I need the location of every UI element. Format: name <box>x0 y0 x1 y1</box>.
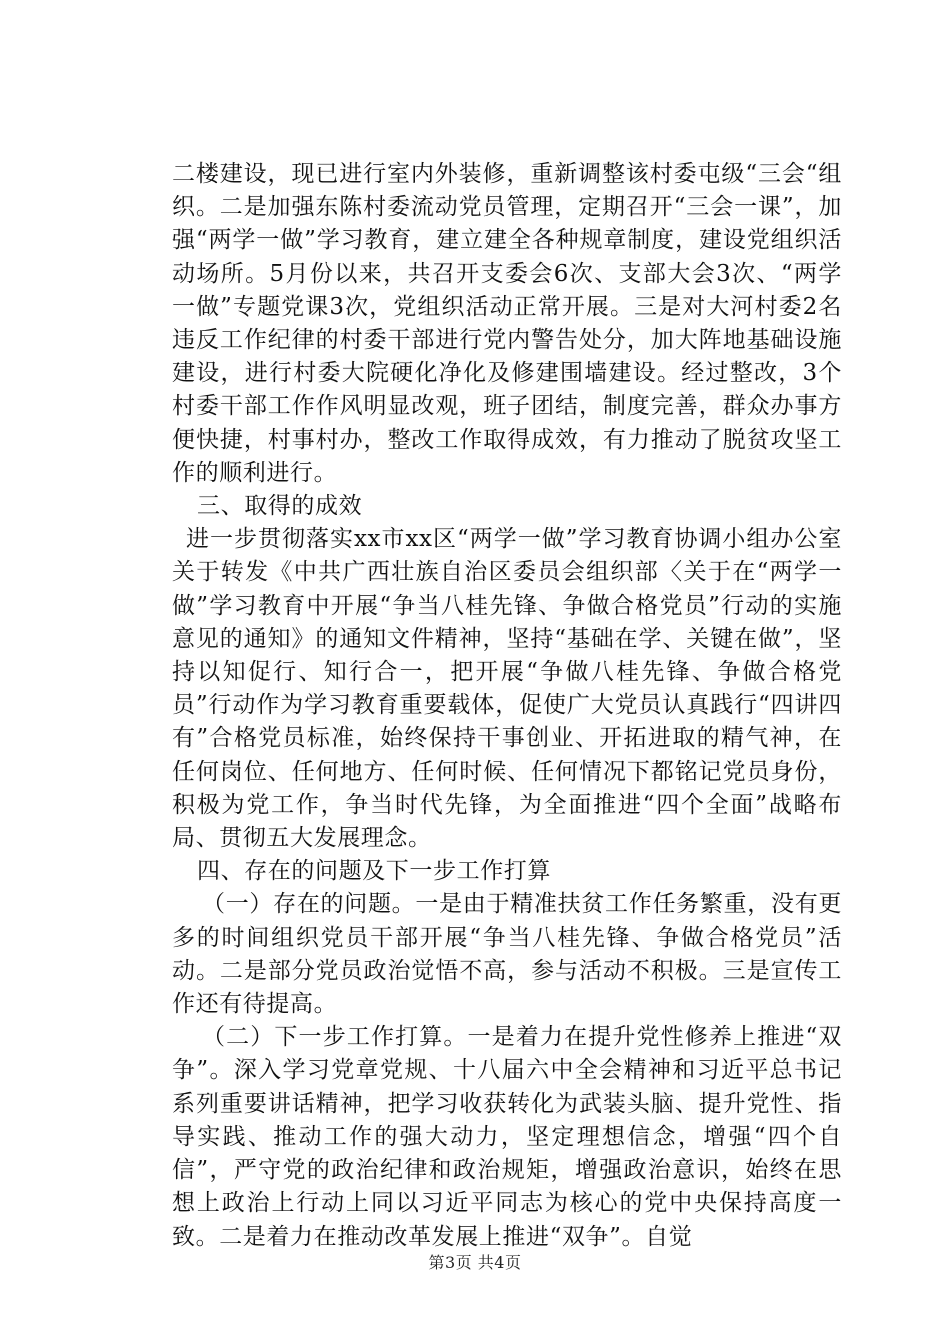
document-body <box>172 158 842 1254</box>
section-heading-achievements: 三、取得的成效 <box>197 493 363 520</box>
section-heading-problems-and-plans: 四、存在的问题及下一步工作打算 <box>197 858 551 885</box>
paragraph-next-steps: （二）下一步工作打算。一是着力在提升党性修养上推进“双争”。深入学习党章党规、十八届六中全会精神和习近平总书记系列重要讲话精神，把学习收获转化为武装头脑、提升党性、指导实践、推动工作的强大动力，坚定理想信念，增强“四个自信”，严守党的政治纪律和政治规矩，增强政治意识，始终在思想上政治上行动上同以习近平同志为核心的党中央保持高度一致。二是着力在推动改革发展上推进“双争”。自觉 <box>172 1024 842 1250</box>
paragraph-problems: （一）存在的问题。一是由于精准扶贫工作任务繁重，没有更多的时间组织党员干部开展“争当八桂先锋、争做合格党员”活动。二是部分党员政治觉悟不高，参与活动不积极。三是宣传工作还有待提高。 <box>172 891 842 1018</box>
page-number-footer: 第3页 共4页 <box>428 1253 522 1272</box>
paragraph-continuation: 二楼建设，现已进行室内外装修，重新调整该村委屯级“三会“组织。二是加强东陈村委流动党员管理，定期召开“三会一课”，加强“两学一做”学习教育，建立建全各种规章制度，建设党组织活动场所。5月份以来，共召开支委会6次、支部大会3次、“两学一做”专题党课3次，党组织活动正常开展。三是对大河村委2名违反工作纪律的村委干部进行党内警告处分，加大阵地基础设施建设，进行村委大院硬化净化及修建围墙建设。经过整改，3个村委干部工作作风明显改观，班子团结，制度完善，群众办事方便快捷，村事村办，整改工作取得成效，有力推动了脱贫攻坚工作的顺利进行。 <box>172 161 842 486</box>
paragraph-achievements: 进一步贯彻落实xx市xx区“两学一做”学习教育协调小组办公室关于转发《中共广西壮族自治区委员会组织部〈关于在“两学一做”学习教育中开展“争当八桂先锋、争做合格党员”行动的实施意见的通知》的通知文件精神，坚持“基础在学、关键在做”，坚持以知促行、知行合一，把开展“争做八桂先锋、争做合格党员”行动作为学习教育重要载体，促使广大党员认真践行“四讲四有”合格党员标准，始终保持干事创业、开拓进取的精气神，在任何岗位、任何地方、任何时候、任何情况下都铭记党员身份，积极为党工作，争当时代先锋，为全面推进“四个全面”战略布局、贯彻五大发展理念。 <box>172 526 842 852</box>
